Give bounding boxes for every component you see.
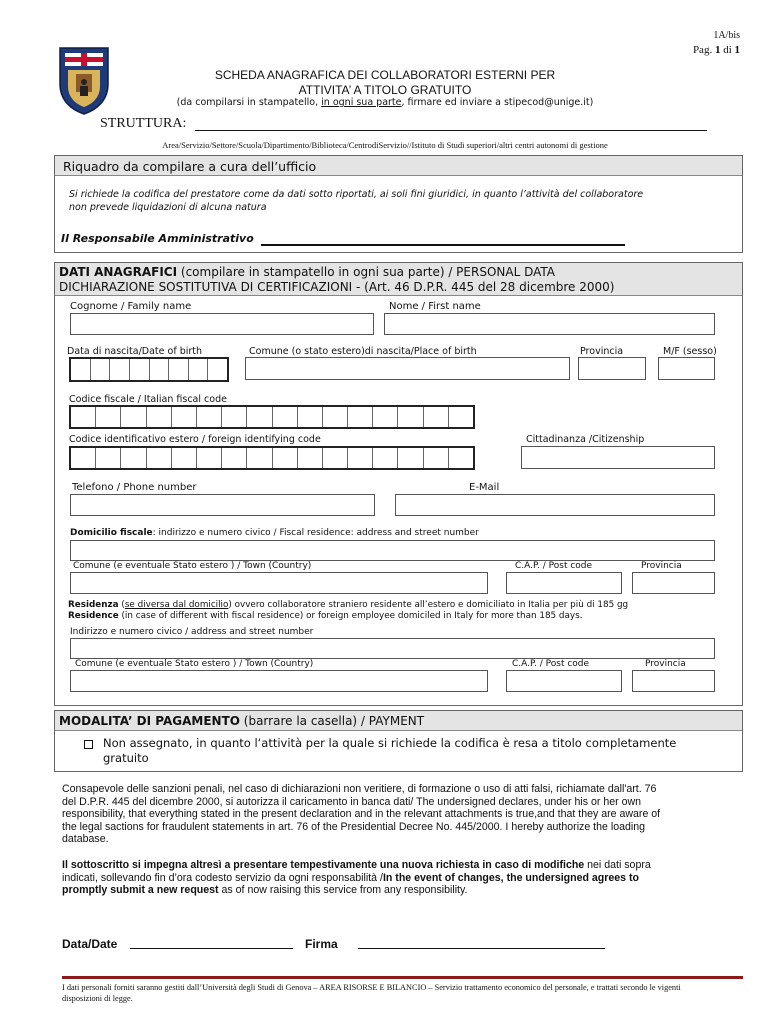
postcode2-input[interactable] — [506, 670, 622, 692]
struttura-label: STRUTTURA: — [100, 116, 187, 131]
payment-option-label: Non assegnato, in quanto l‘attività per la quale si richiede la codifica è resa a titolo completamente gratuito — [103, 736, 677, 765]
citizenship-input[interactable] — [521, 446, 715, 469]
province2-label: Provincia — [645, 659, 686, 669]
province1-label: Provincia — [641, 561, 682, 571]
citizenship-label: Cittadinanza /Citizenship — [526, 434, 645, 445]
footer-privacy-note: I dati personali forniti saranno gestiti dall’Università degli Studi di Genova – AREA RISORSE E BILANCIO – Servizio trattamento economico del personale, e trattati secondo le vigenti disposizioni di legge. — [62, 983, 681, 1003]
footer-rule — [62, 976, 743, 979]
phone-label: Telefono / Phone number — [72, 482, 197, 493]
town1-label: Comune (e eventuale Stato estero ) / Town (Country) — [73, 561, 312, 571]
signature-line[interactable] — [358, 948, 605, 949]
cognome-input[interactable] — [70, 313, 374, 335]
birth-place-input[interactable] — [245, 357, 570, 380]
address-label: Indirizzo e numero civico / address and street number — [70, 627, 314, 637]
fiscal-code-label: Codice fiscale / Italian fiscal code — [69, 394, 227, 405]
email-input[interactable] — [395, 494, 715, 516]
nome-input[interactable] — [384, 313, 715, 335]
fiscal-residence-label: Domicilio fiscale: indirizzo e numero civico / Fiscal residence: address and street number — [70, 528, 479, 538]
postcode1-input[interactable] — [506, 572, 622, 594]
commitment-text: Il sottoscritto si impegna altresì a presentare tempestivamente una nuova richiesta in caso di modifiche nei dati sopra indicati, sollevando fin d’ora codesto servizio da ogni responsabilità /In the event of changes, the undersigned agrees to promptly submit a new request as of now raising this service from any responsibility. — [62, 859, 651, 896]
birth-province-input[interactable] — [578, 357, 646, 380]
foreign-code-label: Codice identificativo estero / foreign identifying code — [69, 434, 321, 445]
sex-input[interactable] — [658, 357, 715, 380]
birth-province-label: Provincia — [580, 346, 624, 357]
postcode1-label: C.A.P. / Post code — [515, 561, 593, 571]
phone-input[interactable] — [70, 494, 375, 516]
birth-place-label: Comune (o stato estero)di nascita/Place of birth — [249, 346, 477, 357]
responsabile-label: Il Responsabile Amministrativo — [61, 232, 254, 245]
fiscal-code-cells[interactable] — [69, 405, 475, 429]
birth-date-label: Data di nascita/Date of birth — [67, 346, 203, 357]
town1-input[interactable] — [70, 572, 488, 594]
page-subtitle: (da compilarsi in stampatello, in ogni sua parte, firmare ed inviare a stipecod@unige.it) — [176, 97, 594, 108]
nome-label: Nome / First name — [389, 301, 481, 312]
personal-data-title: DATI ANAGRAFICI (compilare in stampatello in ogni sua parte) / PERSONAL DATA DICHIARAZIONE SOSTITUTIVA DI CERTIFICAZIONI - (Art. 46 D.P.R. 445 del 28 dicembre 2000) — [59, 265, 615, 294]
office-section — [54, 155, 743, 253]
province2-input[interactable] — [632, 670, 715, 692]
signature-label: Firma — [305, 937, 338, 951]
form-code: 1A/bis — [713, 30, 740, 41]
residence-note: Residenza (se diversa dal domicilio) ovvero collaboratore straniero residente all’estero e domiciliato in Italia per più di 185 gg Residence (in case of different with fiscal residence) or foreign employee domiciled in Italy for more than 185 days. — [68, 600, 629, 621]
declaration-text: Consapevole delle sanzioni penali, nel caso di dichiarazioni non veritiere, di formazione o uso di atti falsi, richiamate dall'art. 76 del D.P.R. 445 del dicembre 2000, si autorizza il caricamento in banca dati/ The undersigned declares, under his or her own responsibility, that everything stated in the present declaration and in the relevant attachments is true,and that they are aware of the legal sactions for fraudulent statements in art. 76 of the Presidential Decree No. 445/2000. I hereby authorize the loading database. — [62, 783, 661, 845]
responsabile-line[interactable] — [261, 244, 625, 246]
postcode2-label: C.A.P. / Post code — [512, 659, 590, 669]
struttura-line[interactable] — [195, 130, 707, 131]
payment-title: MODALITA’ DI PAGAMENTO (barrare la casella) / PAYMENT — [59, 714, 425, 728]
birth-date-cells[interactable] — [69, 357, 229, 382]
empty-checkbox-icon[interactable] — [84, 740, 93, 749]
fiscal-residence-input[interactable] — [70, 540, 715, 561]
office-note: Si richiede la codifica del prestatore come da dati sotto riportati, ai soli fini giuridici, in quanto l’attività del collaboratore non prevede liquidazioni di alcuna natura — [69, 189, 644, 213]
town2-input[interactable] — [70, 670, 488, 692]
office-title: Riquadro da compilare a cura dell’ufficio — [63, 159, 317, 174]
foreign-code-cells[interactable] — [69, 446, 475, 470]
struttura-hint: Area/Servizio/Settore/Scuola/Dipartimento/Biblioteca/CentrodiServizio//Istituto di Studi superiori/altri centri autonomi di gestione — [162, 140, 608, 150]
email-label: E-Mail — [469, 482, 500, 493]
page-number: Pag. 1 di 1 — [692, 44, 740, 56]
sex-label: M/F (sesso) — [663, 346, 717, 357]
date-label: Data/Date — [62, 937, 118, 951]
page-title: SCHEDA ANAGRAFICA DEI COLLABORATORI ESTERNI PER ATTIVITA’ A TITOLO GRATUITO — [214, 68, 556, 97]
province1-input[interactable] — [632, 572, 715, 594]
cognome-label: Cognome / Family name — [70, 301, 192, 312]
town2-label: Comune (e eventuale Stato estero ) / Town (Country) — [75, 659, 314, 669]
address-input[interactable] — [70, 638, 715, 659]
date-line[interactable] — [130, 948, 293, 949]
